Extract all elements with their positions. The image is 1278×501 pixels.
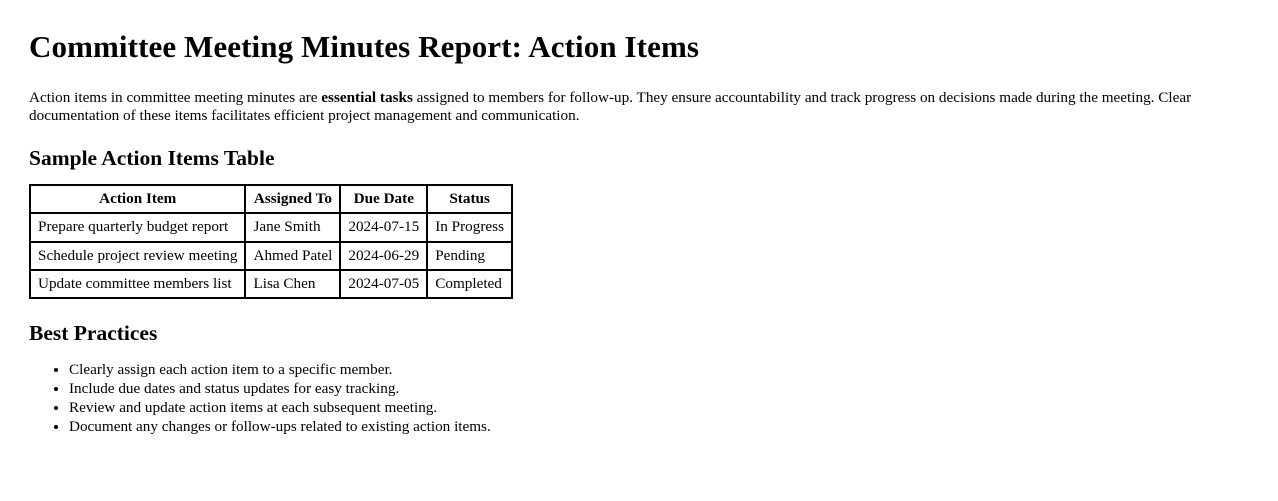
cell-status: Pending	[427, 242, 512, 270]
cell-action-item: Prepare quarterly budget report	[30, 213, 245, 241]
cell-action-item: Update committee members list	[30, 270, 245, 298]
cell-assigned-to: Ahmed Patel	[245, 242, 340, 270]
table-head	[30, 185, 512, 213]
cell-assigned-to: Jane Smith	[245, 213, 340, 241]
table-row	[30, 270, 512, 298]
column-header-action-item: Action Item	[30, 185, 245, 213]
intro-paragraph	[29, 89, 1221, 125]
table-row	[30, 242, 512, 270]
table-row	[30, 213, 512, 241]
column-header-status: Status	[427, 185, 512, 213]
intro-text-part-2: assigned to members for follow-up. They ensure accountability and track progress on decisions made during the meeting. Clear documentation of these items facilitates efficient project management and communication.	[29, 88, 1192, 124]
column-header-assigned-to: Assigned To	[245, 185, 340, 213]
intro-text-part-1: Action items in committee meeting minutes are	[29, 88, 322, 106]
page-title: Committee Meeting Minutes Report: Action Items	[29, 29, 700, 64]
cell-due-date: 2024-07-15	[340, 213, 427, 241]
table-body	[30, 213, 512, 298]
list-item: • Include due dates and status updates for easy tracking.	[69, 379, 1262, 398]
best-practices-heading: Best Practices	[29, 321, 158, 346]
best-practices-list	[29, 360, 1262, 436]
cell-action-item: Schedule project review meeting	[30, 242, 245, 270]
list-item: • Clearly assign each action item to a specific member.	[69, 360, 1262, 379]
list-item: • Review and update action items at each subsequent meeting.	[69, 398, 1262, 417]
table-section-heading: Sample Action Items Table	[29, 145, 275, 170]
cell-status: Completed	[427, 270, 512, 298]
cell-due-date: 2024-07-05	[340, 270, 427, 298]
action-items-table	[29, 184, 513, 299]
table-header-row	[30, 185, 512, 213]
list-item: • Document any changes or follow-ups related to existing action items.	[69, 417, 1262, 436]
intro-emphasis: essential tasks	[321, 88, 413, 106]
cell-due-date: 2024-06-29	[340, 242, 427, 270]
cell-assigned-to: Lisa Chen	[245, 270, 340, 298]
column-header-due-date: Due Date	[340, 185, 427, 213]
cell-status: In Progress	[427, 213, 512, 241]
